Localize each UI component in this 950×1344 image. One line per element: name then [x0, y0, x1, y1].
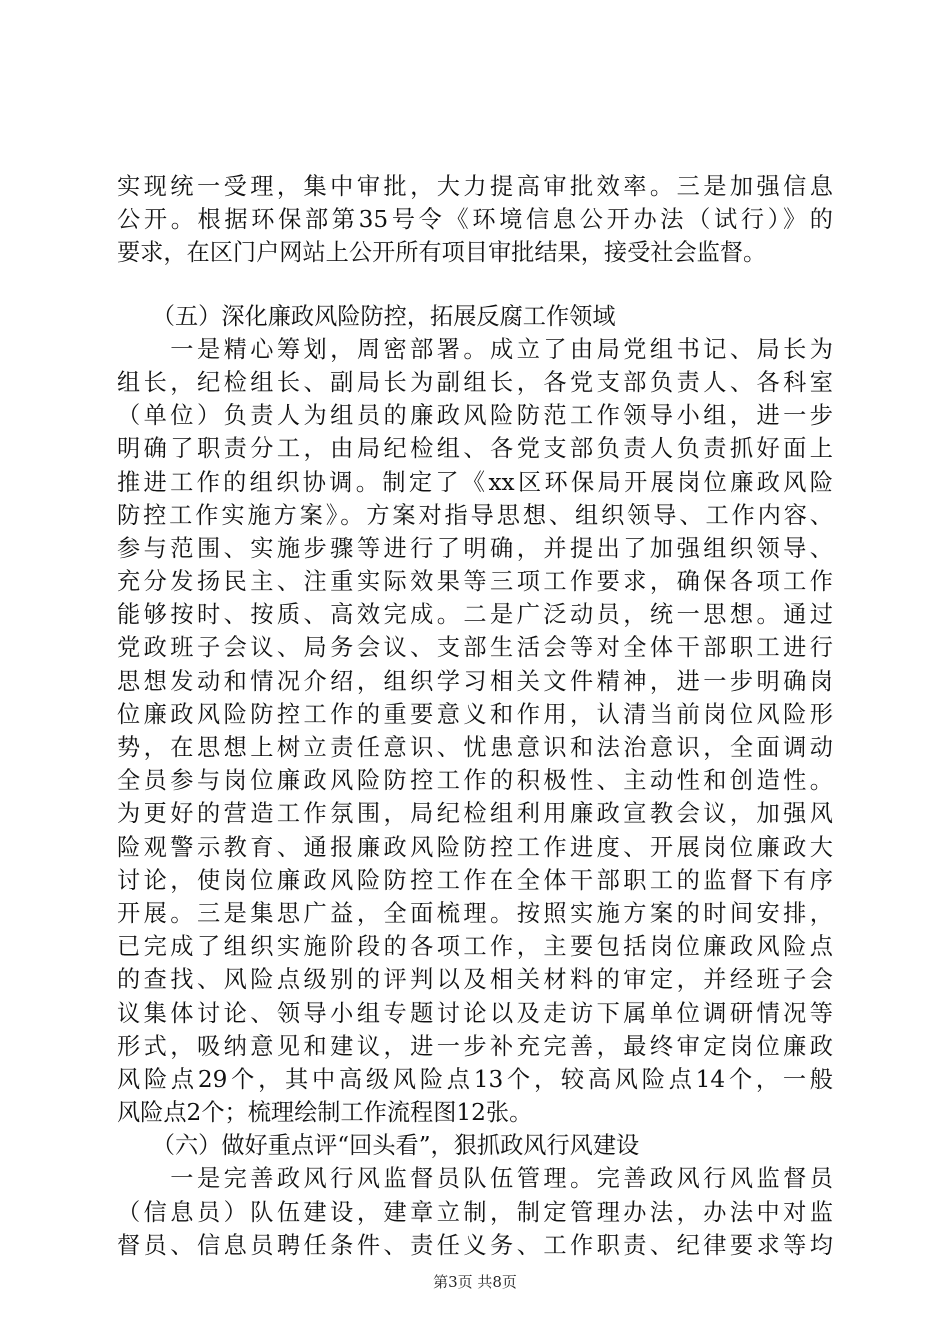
text-line: 推进工作的组织协调。制定了《xx区环保局开展岗位廉政风险 — [117, 468, 833, 496]
text-line: 的查找、风险点级别的评判以及相关材料的审定，并经班子会 — [117, 966, 833, 994]
text-line: 组长，纪检组长、副局长为副组长，各党支部负责人、各科室 — [117, 368, 833, 396]
text-line: 形式，吸纳意见和建议，进一步补充完善，最终审定岗位廉政 — [117, 1032, 833, 1060]
text-line: 一是精心筹划，周密部署。成立了由局党组书记、局长为 — [117, 335, 833, 363]
text-line: 风险点2个；梳理绘制工作流程图12张。 — [117, 1099, 533, 1127]
text-line: （信息员）队伍建设，建章立制，制定管理办法，办法中对监 — [117, 1198, 833, 1226]
text-line: 明确了职责分工，由局纪检组、各党支部负责人负责抓好面上 — [117, 435, 833, 463]
text-line: 风险点29个，其中高级风险点13个，较高风险点14个，一般 — [117, 1065, 833, 1093]
text-line: 公开。根据环保部第35号令《环境信息公开办法（试行）》的 — [117, 206, 833, 234]
text-line: 防控工作实施方案》。方案对指导思想、组织领导、工作内容、 — [117, 501, 833, 529]
text-line: 险观警示教育、通报廉政风险防控工作进度、开展岗位廉政大 — [117, 833, 833, 861]
body-text — [117, 170, 833, 1262]
text-line: 讨论，使岗位廉政风险防控工作在全体干部职工的监督下有序 — [117, 866, 833, 894]
text-line: 督员、信息员聘任条件、责任义务、工作职责、纪律要求等均 — [117, 1231, 833, 1259]
page-number-label: 第3页 共8页 — [433, 1273, 517, 1291]
text-line: 为更好的营造工作氛围，局纪检组利用廉政宣教会议，加强风 — [117, 800, 833, 828]
text-line: 已完成了组织实施阶段的各项工作，主要包括岗位廉政风险点 — [117, 933, 833, 961]
section-heading: （五）深化廉政风险防控，拓展反腐工作领域 — [117, 302, 616, 330]
text-line: 党政班子会议、局务会议、支部生活会等对全体干部职工进行 — [117, 634, 833, 662]
page-footer — [0, 1272, 950, 1292]
paragraph-gap — [117, 270, 833, 300]
text-line: 位廉政风险防控工作的重要意义和作用，认清当前岗位风险形 — [117, 700, 833, 728]
text-line: 思想发动和情况介绍，组织学习相关文件精神，进一步明确岗 — [117, 667, 833, 695]
text-line: 全员参与岗位廉政风险防控工作的积极性、主动性和创造性。 — [117, 767, 833, 795]
text-line: 充分发扬民主、注重实际效果等三项工作要求，确保各项工作 — [117, 568, 833, 596]
text-line: 参与范围、实施步骤等进行了明确，并提出了加强组织领导、 — [117, 534, 833, 562]
text-line: 要求，在区门户网站上公开所有项目审批结果，接受社会监督。 — [117, 239, 767, 267]
text-line: （单位）负责人为组员的廉政风险防范工作领导小组，进一步 — [117, 402, 833, 430]
text-line: 势，在思想上树立责任意识、忧患意识和法治意识，全面调动 — [117, 734, 833, 761]
text-line: 开展。三是集思广益，全面梳理。按照实施方案的时间安排， — [117, 899, 833, 927]
text-line: 实现统一受理，集中审批，大力提高审批效率。三是加强信息 — [117, 173, 833, 200]
text-line: 能够按时、按质、高效完成。二是广泛动员，统一思想。通过 — [117, 601, 833, 629]
section-heading: （六）做好重点评“回头看”，狠抓政风行风建设 — [117, 1132, 640, 1160]
text-line: 一是完善政风行风监督员队伍管理。完善政风行风监督员 — [117, 1165, 833, 1193]
text-line: 议集体讨论、领导小组专题讨论以及走访下属单位调研情况等 — [117, 999, 833, 1027]
